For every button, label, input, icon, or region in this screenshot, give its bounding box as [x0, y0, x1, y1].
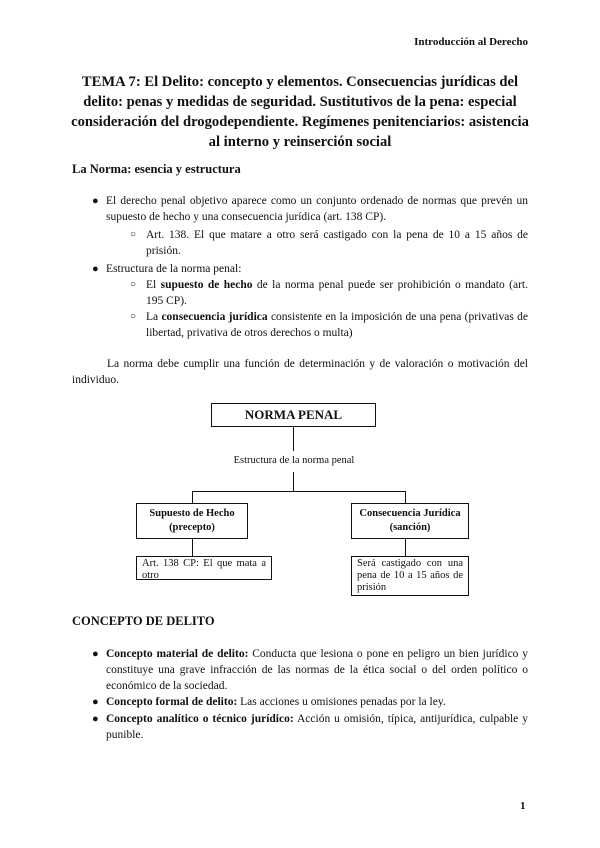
bullet-circle-icon: ○: [130, 311, 137, 322]
connector-line: [192, 539, 193, 557]
bullet-dot-icon: ●: [92, 195, 99, 207]
bullet-dot-icon: ●: [92, 713, 99, 725]
diagram-right-example: [351, 556, 469, 596]
diagram-left-example-text: Art. 138 CP: El que mata a otro: [142, 558, 266, 580]
connector-line: [405, 491, 406, 503]
bullet-derecho-penal: [92, 193, 528, 225]
sub-bullet-supuesto: [130, 277, 528, 309]
diagram-right-label: Consecuencia Jurídica (sanción): [359, 508, 461, 533]
sub-bullet-text-pre: La: [146, 311, 162, 323]
diagram-right-box: [351, 503, 469, 539]
running-header: Introducción al Derecho: [414, 36, 528, 48]
diagram-top-label: NORMA PENAL: [244, 407, 343, 422]
sub-bullet-bold: supuesto de hecho: [160, 279, 253, 291]
bullet-text: Acción u omisión, típica, antijurídica, culpable y punible.: [106, 713, 528, 741]
bullet-concepto-material: [92, 646, 528, 694]
diagram-left-example: [136, 556, 272, 580]
sub-bullet-bold: consecuencia jurídica: [161, 311, 268, 323]
bullet-text: El derecho penal objetivo aparece como un conjunto ordenado de normas que prevén un supuesto de hecho y una consecuencia jurídica (art. 138 CP).: [106, 195, 528, 223]
page-number: 1: [520, 800, 526, 812]
diagram-caption: Estructura de la norma penal: [233, 455, 355, 466]
bullet-dot-icon: ●: [92, 648, 99, 660]
paragraph-funcion: La norma debe cumplir una función de determinación y de valoración o motivación del individuo.: [72, 358, 528, 386]
bullet-circle-icon: ○: [130, 279, 137, 290]
bullet-text: Las acciones u omisiones penadas por la ley.: [237, 696, 446, 708]
connector-line: [192, 491, 193, 503]
diagram-right-example-text: Será castigado con una pena de 10 a 15 años de prisión: [357, 558, 463, 593]
sub-bullet-consecuencia: [130, 309, 528, 341]
sub-bullet-text-post: consistente en la imposición de una pena (privativas de libertad, privativa de otros derechos o multa): [146, 311, 528, 339]
bullet-dot-icon: ●: [92, 696, 99, 708]
connector-line: [192, 491, 406, 492]
bullet-concepto-formal: [92, 694, 528, 710]
sub-bullet-text-post: de la norma penal puede ser prohibición o mandato (art. 195 CP).: [146, 279, 528, 307]
bullet-label: Concepto formal de delito:: [106, 696, 238, 708]
sub-bullet-text: Art. 138. El que matare a otro será castigado con la pena de 10 a 15 años de prisión.: [146, 229, 528, 257]
bullet-label: Concepto analítico o técnico jurídico:: [106, 713, 294, 725]
section-heading-norma: La Norma: esencia y estructura: [72, 162, 241, 176]
section-heading-concepto: CONCEPTO DE DELITO: [72, 614, 215, 628]
diagram-left-box: [136, 503, 248, 539]
bullet-dot-icon: ●: [92, 263, 99, 275]
connector-line: [293, 427, 294, 451]
bullet-estructura: [92, 261, 528, 277]
bullet-text: Estructura de la norma penal:: [106, 263, 242, 275]
sub-bullet-text-pre: El: [146, 279, 161, 291]
bullet-concepto-analitico: [92, 711, 528, 743]
bullet-text: Conducta que lesiona o pone en peligro un bien jurídico y constituye una grave infracción de las normas de la ética social o del orden político o económico de la sociedad.: [106, 648, 528, 692]
sub-bullet-art138: [130, 227, 528, 259]
diagram-left-label: Supuesto de Hecho (precepto): [149, 508, 235, 533]
diagram-top-box: [211, 403, 376, 427]
bullet-label: Concepto material de delito:: [106, 648, 249, 660]
bullet-circle-icon: ○: [130, 229, 137, 240]
connector-line: [293, 472, 294, 492]
document-title: TEMA 7: El Delito: concepto y elementos. Consecuencias jurídicas del delito: penas y medidas de seguridad. Sustitutivos de la pena: especial consideración del drogodependiente. Regímenes penitenciarios: asistencia al interno y reinserción social: [71, 74, 529, 150]
connector-line: [405, 539, 406, 557]
